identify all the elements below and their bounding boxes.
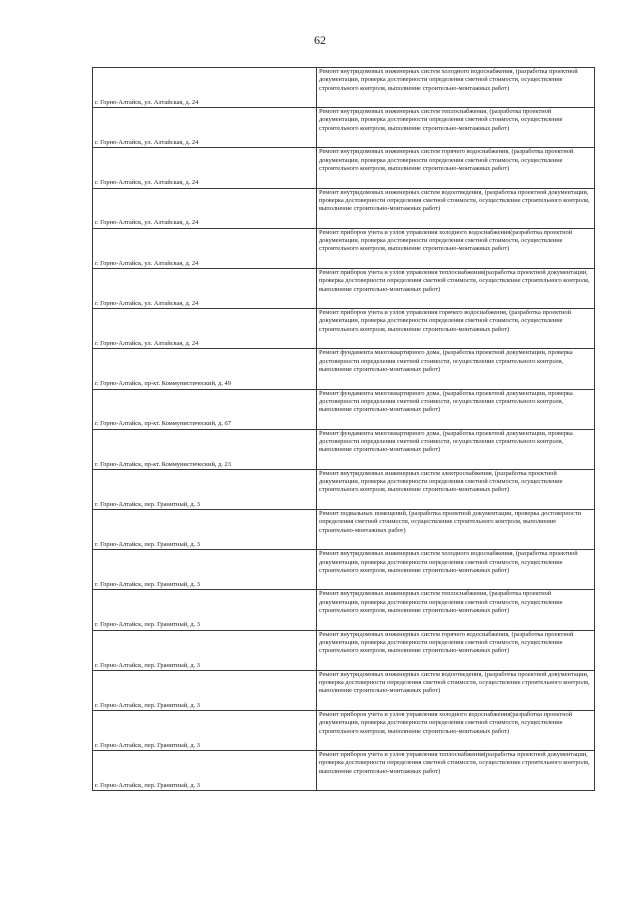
work-description-cell: Ремонт внутридомовых инженерных систем водоотведения, (разработка проектной документации, проверка достоверности определения сметной стоимости, осуществление строительного контроля, выполнение строительно-монтажных работ): [317, 670, 595, 710]
address-cell: г. Горно-Алтайск, пр-кт. Коммунистический, д. 49: [93, 349, 317, 389]
work-description-cell: Ремонт внутридомовых инженерных систем холодного водоснабжения, (разработка проектной документации, проверка достоверности определения сметной стоимости, осуществление строительного контроля, выполнение строительно-монтажных работ): [317, 68, 595, 108]
table-row: [93, 429, 595, 469]
work-description-cell: Ремонт внутридомовых инженерных систем горячего водоснабжения, (разработка проектной документации, проверка достоверности определения сметной стоимости, осуществление строительного контроля, выполнение строительно-монтажных работ): [317, 630, 595, 670]
address-cell: г. Горно-Алтайск, пер. Гранитный, д. 3: [93, 751, 317, 791]
address-cell: г. Горно-Алтайск, пер. Гранитный, д. 3: [93, 550, 317, 590]
table-row: [93, 711, 595, 751]
table-row: [93, 630, 595, 670]
table-row: [93, 550, 595, 590]
table-row: [93, 268, 595, 308]
work-description-cell: Ремонт фундамента многоквартирного дома, (разработка проектной документации, проверка достоверности определения сметной стоимости, осуществление строительного контроля, выполнение строительно-монтажных работ): [317, 389, 595, 429]
work-description-cell: Ремонт внутридомовых инженерных систем теплоснабжения, (разработка проектной документации, проверка достоверности определения сметной стоимости, осуществление строительного контроля, выполнение строительно-монтажных работ): [317, 590, 595, 630]
work-description-cell: Ремонт приборов учета и узлов управления теплоснабжения(разработка проектной документации, проверка достоверности определения сметной стоимости, осуществление строительного контроля, выполнение строительно-монтажных работ): [317, 268, 595, 308]
table-row: [93, 309, 595, 349]
work-description-cell: Ремонт приборов учета и узлов управления горячего водоснабжения, (разработка проектной документации, проверка достоверности определения сметной стоимости, осуществление строительного контроля, выполнение строительно-монтажных работ): [317, 309, 595, 349]
address-cell: г. Горно-Алтайск, пер. Гранитный, д. 3: [93, 510, 317, 550]
address-cell: г. Горно-Алтайск, пер. Гранитный, д. 3: [93, 469, 317, 509]
address-cell: г. Горно-Алтайск, пр-кт. Коммунистический, д. 67: [93, 389, 317, 429]
work-description-cell: Ремонт приборов учета и узлов управления теплоснабжения(разработка проектной документации, проверка достоверности определения сметной стоимости, осуществление строительного контроля, выполнение строительно-монтажных работ): [317, 751, 595, 791]
address-cell: г. Горно-Алтайск, ул. Алтайская, д. 24: [93, 148, 317, 188]
work-description-cell: Ремонт фундамента многоквартирного дома, (разработка проектной документации, проверка достоверности определения сметной стоимости, осуществление строительного контроля, выполнение строительно-монтажных работ): [317, 349, 595, 389]
work-description-cell: Ремонт приборов учета и узлов управления холодного водоснабжения(разработка проектной документации, проверка достоверности определения сметной стоимости, осуществление строительного контроля, выполнение строительно-монтажных работ): [317, 228, 595, 268]
works-table-body: [93, 68, 595, 791]
address-cell: г. Горно-Алтайск, пер. Гранитный, д. 3: [93, 630, 317, 670]
page-number: 62: [314, 33, 326, 47]
address-cell: г. Горно-Алтайск, пер. Гранитный, д. 3: [93, 670, 317, 710]
work-description-cell: Ремонт фундамента многоквартирного дома, (разработка проектной документации, проверка достоверности определения сметной стоимости, осуществление строительного контроля, выполнение строительно-монтажных работ): [317, 429, 595, 469]
address-cell: г. Горно-Алтайск, ул. Алтайская, д. 24: [93, 68, 317, 108]
table-row: [93, 349, 595, 389]
work-description-cell: Ремонт внутридомовых инженерных систем электроснабжения, (разработка проектной документации, проверка достоверности определения сметной стоимости, осуществление строительного контроля, выполнение строительно-монтажных работ): [317, 469, 595, 509]
table-row: [93, 670, 595, 710]
table-row: [93, 228, 595, 268]
work-description-cell: Ремонт внутридомовых инженерных систем водоотведения, (разработка проектной документации, проверка достоверности определения сметной стоимости, осуществление строительного контроля, выполнение строительно-монтажных работ): [317, 188, 595, 228]
table-row: [93, 68, 595, 108]
address-cell: г. Горно-Алтайск, ул. Алтайская, д. 24: [93, 108, 317, 148]
address-cell: г. Горно-Алтайск, ул. Алтайская, д. 24: [93, 228, 317, 268]
table-row: [93, 510, 595, 550]
table-row: [93, 108, 595, 148]
table-row: [93, 590, 595, 630]
work-description-cell: Ремонт внутридомовых инженерных систем холодного водоснабжения, (разработка проектной документации, проверка достоверности определения сметной стоимости, осуществление строительного контроля, выполнение строительно-монтажных работ): [317, 550, 595, 590]
address-cell: г. Горно-Алтайск, ул. Алтайская, д. 24: [93, 309, 317, 349]
table-row: [93, 188, 595, 228]
work-description-cell: Ремонт подвальных помещений, (разработка проектной документации, проверка достоверности определения сметной стоимости, осуществление строительного контроля, выполнение строительно-монтажных работ): [317, 510, 595, 550]
table-row: [93, 389, 595, 429]
address-cell: г. Горно-Алтайск, пер. Гранитный, д. 3: [93, 590, 317, 630]
table-row: [93, 469, 595, 509]
works-table: [92, 67, 595, 791]
table-row: [93, 148, 595, 188]
table-row: [93, 751, 595, 791]
address-cell: г. Горно-Алтайск, пер. Гранитный, д. 3: [93, 711, 317, 751]
address-cell: г. Горно-Алтайск, ул. Алтайская, д. 24: [93, 188, 317, 228]
work-description-cell: Ремонт внутридомовых инженерных систем теплоснабжения, (разработка проектной документации, проверка достоверности определения сметной стоимости, осуществление строительного контроля, выполнение строительно-монтажных работ): [317, 108, 595, 148]
work-description-cell: Ремонт внутридомовых инженерных систем горячего водоснабжения, (разработка проектной документации, проверка достоверности определения сметной стоимости, осуществление строительного контроля, выполнение строительно-монтажных работ): [317, 148, 595, 188]
address-cell: г. Горно-Алтайск, ул. Алтайская, д. 24: [93, 268, 317, 308]
address-cell: г. Горно-Алтайск, пр-кт. Коммунистический, д. 23: [93, 429, 317, 469]
work-description-cell: Ремонт приборов учета и узлов управления холодного водоснабжения(разработка проектной документации, проверка достоверности определения сметной стоимости, осуществление строительного контроля, выполнение строительно-монтажных работ): [317, 711, 595, 751]
